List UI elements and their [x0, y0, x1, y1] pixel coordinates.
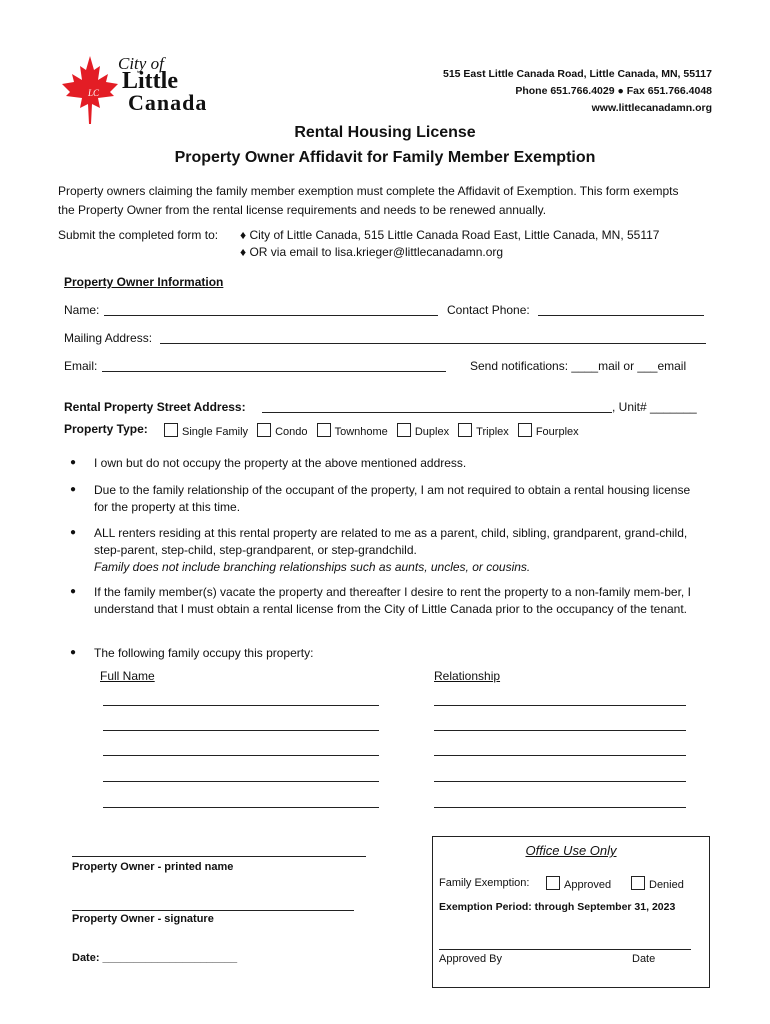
bullet-dot: ● [70, 527, 77, 538]
logo-little-text: Little [122, 68, 178, 94]
printed-name-label: Property Owner - printed name [72, 861, 234, 873]
submit-option-mail: ♦ City of Little Canada, 515 Little Canada Road East, Little Canada, MN, 55117 [240, 228, 660, 242]
street-address-field[interactable] [262, 412, 612, 413]
checkbox[interactable] [546, 876, 560, 890]
statement-vacate: If the family member(s) vacate the property and thereafter I desire to rent the property to a non-family mem-ber, I understand that I must obtain a rental license from the City of Little Canada prior to the occupancy of the tenant. [94, 585, 691, 616]
submit-option-email: ♦ OR via email to lisa.krieger@littlecanadamn.org [240, 245, 504, 259]
statement-family-relationship: Due to the family relationship of the occupant of the property, I am not required to obtain a rental housing license for the property at this time. [94, 483, 691, 514]
checkbox[interactable] [164, 423, 178, 437]
occupant-relationship-field[interactable] [434, 705, 686, 706]
option-label: Single Family [182, 426, 249, 438]
type-duplex-option[interactable] [397, 426, 449, 438]
occupant-name-field[interactable] [103, 781, 379, 782]
header-phone-fax: Phone 651.766.4029 ● Fax 651.766.4048 [515, 85, 712, 97]
name-label: Name: [64, 303, 100, 317]
email-field[interactable] [102, 371, 446, 372]
relationship-header: Relationship [434, 669, 501, 683]
occupant-relationship-field[interactable] [434, 781, 686, 782]
option-label: Denied [649, 879, 684, 891]
signature-label: Property Owner - signature [72, 913, 214, 925]
bullet-dot: ● [70, 586, 77, 597]
property-type-options [164, 423, 579, 438]
exemption-period: Exemption Period: through September 31, 2023 [439, 901, 676, 913]
logo-canada-text: Canada [128, 90, 208, 115]
option-label: Duplex [414, 426, 450, 438]
mailing-address-field[interactable] [160, 343, 706, 344]
approved-by-label: Approved By [439, 953, 502, 965]
submit-label: Submit the completed form to: [58, 228, 219, 242]
type-condo-option[interactable] [257, 426, 307, 438]
intro-line-1: Property owners claiming the family member exemption must complete the Affidavit of Exemption. This form exempts [58, 184, 679, 198]
property-type-label: Property Type: [64, 422, 148, 436]
occupant-relationship-field[interactable] [434, 730, 686, 731]
statement-own-not-occupy: I own but do not occupy the property at the above mentioned address. [94, 456, 467, 470]
family-exemption-label: Family Exemption: [439, 877, 530, 889]
email-label: Email: [64, 359, 98, 373]
full-name-header: Full Name [100, 669, 155, 683]
printed-name-field[interactable] [72, 856, 366, 857]
option-label: Triplex [476, 426, 509, 438]
mailing-address-label: Mailing Address: [64, 331, 153, 345]
approved-by-field[interactable] [439, 949, 691, 950]
header-website: www.littlecanadamn.org [591, 102, 712, 114]
name-field[interactable] [104, 315, 438, 316]
unit-field[interactable]: , Unit# _______ [612, 400, 697, 414]
option-label: Fourplex [535, 426, 579, 438]
occupant-name-field[interactable] [103, 755, 379, 756]
occupant-name-field[interactable] [103, 807, 379, 808]
office-date-label: Date [632, 953, 656, 965]
checkbox[interactable] [458, 423, 472, 437]
office-use-heading: Office Use Only [525, 843, 617, 858]
type-single-family-option[interactable] [164, 426, 248, 438]
occupant-relationship-field[interactable] [434, 807, 686, 808]
approved-option[interactable] [546, 876, 611, 891]
office-use-box [432, 836, 710, 988]
type-fourplex-option[interactable] [518, 426, 579, 438]
occupant-name-field[interactable] [103, 705, 379, 706]
notifications-preference[interactable]: Send notifications: ____mail or ___email [470, 359, 687, 373]
logo-city-text: City of [118, 54, 164, 73]
form-subtitle: Property Owner Affidavit for Family Member Exemption [174, 149, 596, 166]
header-address: 515 East Little Canada Road, Little Canada, MN, 55117 [442, 68, 712, 80]
form-title: Rental Housing License [294, 124, 476, 141]
bullet-dot: ● [70, 457, 77, 468]
option-label: Townhome [334, 426, 388, 438]
intro-line-2: the Property Owner from the rental license requirements and needs to be renewed annually. [58, 203, 547, 217]
signature-field[interactable] [72, 910, 354, 911]
bullet-dot: ● [70, 484, 77, 495]
logo-monogram: LC [88, 88, 100, 98]
city-logo [58, 52, 218, 126]
checkbox[interactable] [257, 423, 271, 437]
type-townhome-option[interactable] [317, 426, 388, 438]
bullet-dot: ● [70, 647, 77, 658]
option-label: Approved [564, 879, 612, 891]
checkbox[interactable] [631, 876, 645, 890]
owner-section-heading: Property Owner Information [64, 275, 224, 289]
checkbox[interactable] [518, 423, 532, 437]
contact-phone-field[interactable] [538, 315, 704, 316]
statement-renters-related: ALL renters residing at this rental property are related to me as a parent, child, sibling, grandparent, grand-child, step-parent, step-child, step-grandparent, or step-grandchild. [94, 526, 688, 557]
statement-family-note: Family does not include branching relationships such as aunts, uncles, or cousins. [94, 560, 531, 574]
checkbox[interactable] [397, 423, 411, 437]
street-address-label: Rental Property Street Address: [64, 400, 246, 414]
statement-following-family: The following family occupy this property: [94, 646, 314, 660]
maple-leaf-icon [58, 54, 122, 126]
date-field[interactable]: Date: ______________________ [72, 952, 238, 964]
occupant-relationship-field[interactable] [434, 755, 686, 756]
occupant-name-field[interactable] [103, 730, 379, 731]
contact-header [443, 66, 712, 117]
option-label: Condo [275, 426, 308, 438]
type-triplex-option[interactable] [458, 426, 509, 438]
checkbox[interactable] [317, 423, 331, 437]
contact-phone-label: Contact Phone: [447, 303, 530, 317]
denied-option[interactable] [631, 876, 684, 891]
